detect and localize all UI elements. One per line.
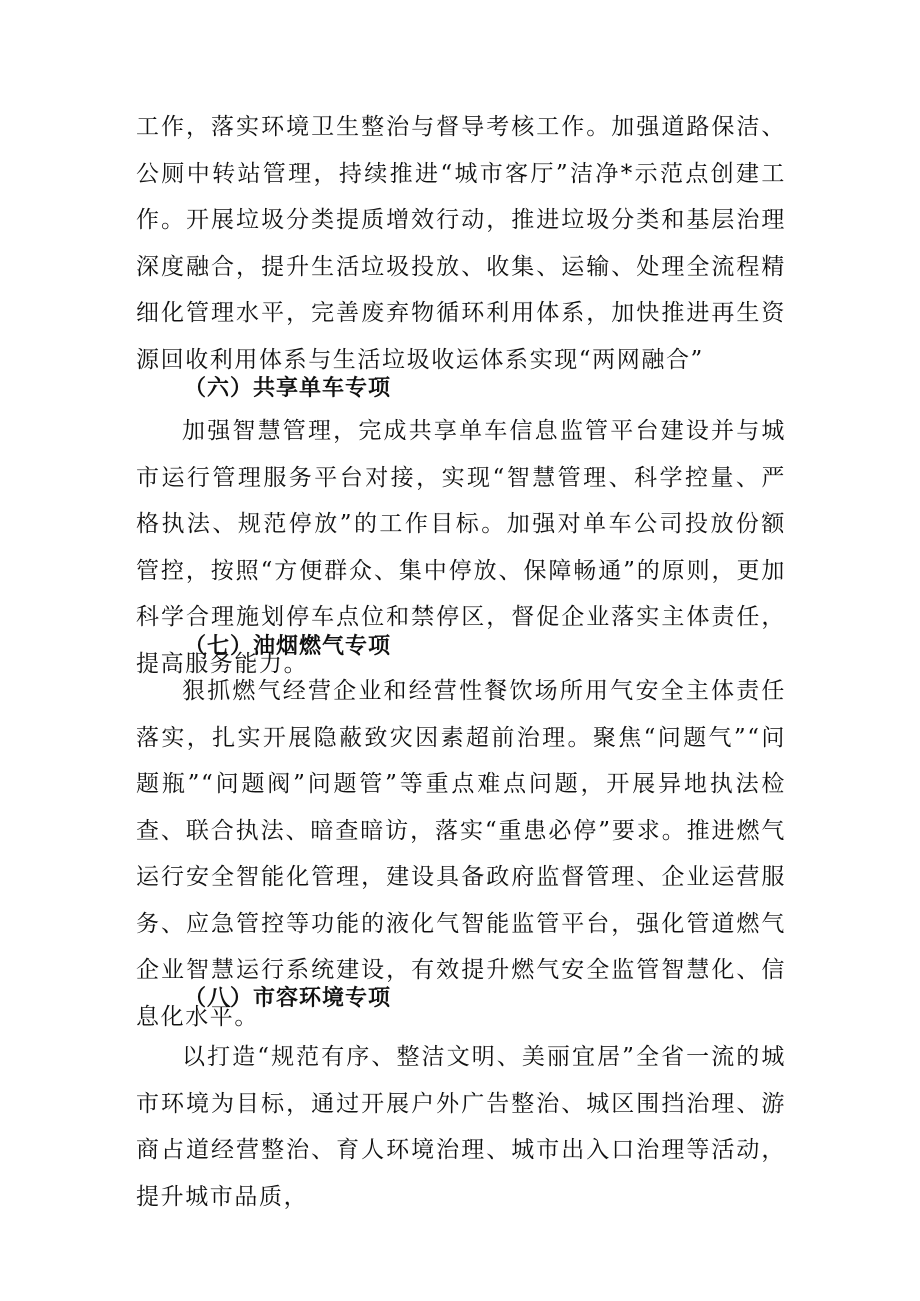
paragraph-environment-sanitation: 工作，落实环境卫生整治与督导考核工作。加强道路保洁、公厕中转站管理，持续推进“城市客厅”洁净*示范点创建工作。开展垃圾分类提质增效行动，推进垃圾分类和基层治理深度融合，提升生活垃圾投放、收集、运输、处理全流程精细化管理水平，完善废弃物循环利用体系，加快推进再生资源回收利用体系与生活垃圾收运体系实现“两网融合” [136, 114, 786, 373]
heading-city-appearance: （八）市容环境专项 [184, 985, 392, 1011]
paragraph-city-appearance: 以打造“规范有序、整洁文明、美丽宜居”全省一流的城市环境为目标，通过开展户外广告整治、城区围挡治理、游商占道经营整治、育人环境治理、城市出入口治理等活动，提升城市品质， [136, 1044, 786, 1210]
heading-shared-bikes: （六）共享单车专项 [184, 375, 392, 401]
heading-fume-gas: （七）油烟燃气专项 [184, 633, 392, 659]
paragraph-shared-bikes: 加强智慧管理，完成共享单车信息监管平台建设并与城市运行管理服务平台对接，实现“智慧管理、科学控量、严格执法、规范停放”的工作目标。加强对单车公司投放份额管控，按照“方便群众、集中停放、保障畅通”的原则，更加科学合理施划停车点位和禁停区，督促企业落实主体责任，提高服务能力。 [136, 418, 786, 677]
paragraph-fume-gas: 狠抓燃气经营企业和经营性餐饮场所用气安全主体责任落实，扎实开展隐蔽致灾因素超前治理。聚焦“问题气”“问题瓶”“问题阀”问题管”等重点难点问题，开展异地执法检查、联合执法、暗查暗访，落实“重患必停”要求。推进燃气运行安全智能化管理，建设具备政府监督管理、企业运营服务、应急管控等功能的液化气智能监管平台，强化管道燃气企业智慧运行系统建设，有效提升燃气安全监管智慧化、信息化水平。 [136, 678, 786, 1030]
